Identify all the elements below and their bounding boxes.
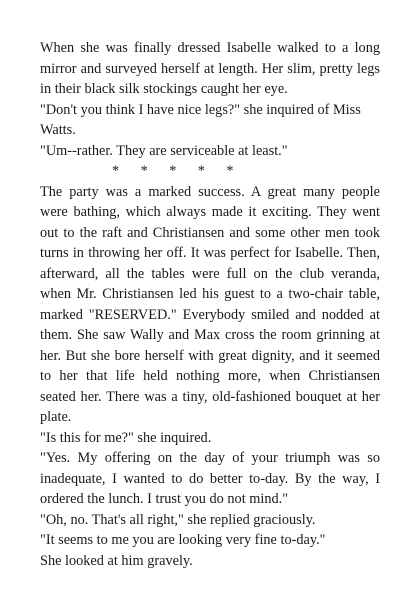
dialogue-serviceable: "Um--rather. They are serviceable at least."	[40, 142, 288, 159]
dialogue-is-this-for-me: "Is this for me?" she inquired.	[40, 429, 212, 446]
dialogue-looking-fine: "It seems to me you are looking very fine to-day."	[40, 532, 326, 548]
paragraph-party: The party was a marked success. A great many people were bathing, which always made it exciting. They went out to the raft and Christiansen and some other men took turns in throwing her off. It was perfect for Isabelle. Then, afterward, all the tables were full on the club veranda, when Mr. Christiansen led his guest to a two-chair table, marked "RESERVED." Everybody smiled and nodded at them. She saw Wally and Max cross the room grinning at her. But she bore herself with great dignity, and it seemed to her that life held nothing more, when Christiansen seated her. There was a tiny, old-fashioned bouquet at her plate.	[40, 183, 380, 425]
closing-line: She looked at him gravely.	[40, 552, 193, 569]
page-text	[40, 38, 380, 571]
dialogue-all-right: "Oh, no. That's all right," she replied graciously.	[40, 511, 316, 528]
paragraph-dressing: When she was finally dressed Isabelle walked to a long mirror and surveyed herself at length. Her slim, pretty legs in their black silk stockings caught her eye.	[40, 40, 380, 97]
section-break: * * * * *	[112, 163, 234, 179]
dialogue-nice-legs: "Don't you think I have nice legs?" she inquired of Miss Watts.	[40, 101, 361, 138]
dialogue-offering: "Yes. My offering on the day of your triumph was so inadequate, I wanted to do better to-day. By the way, I ordered the lunch. I trust you do not mind."	[40, 450, 380, 507]
